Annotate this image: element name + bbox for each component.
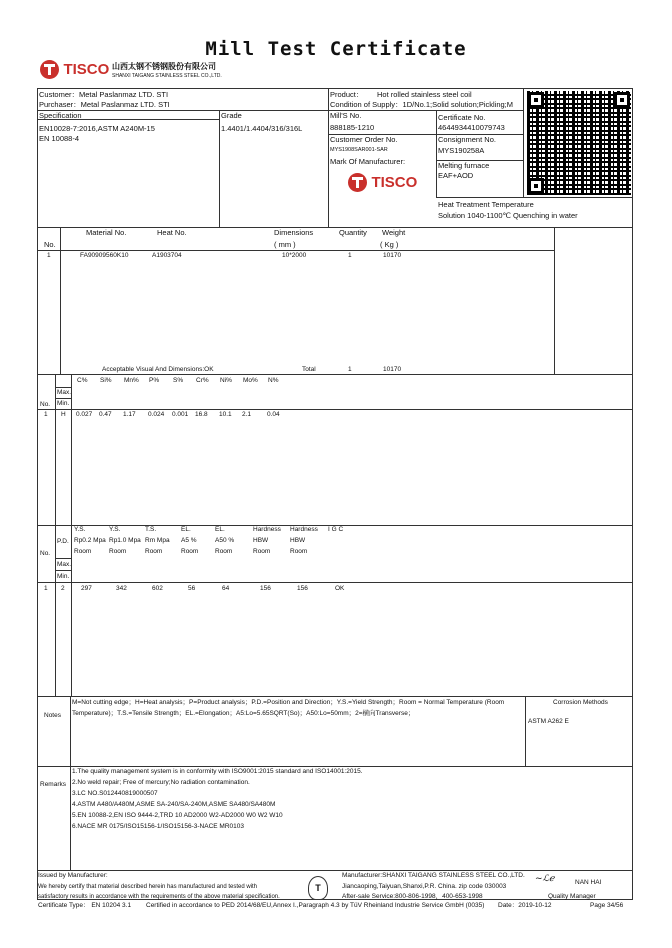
- mech-no: No.: [40, 550, 51, 557]
- tisco-logo-icon: [40, 60, 59, 79]
- dims-total-qty: 1: [348, 366, 352, 373]
- tisco-mark-icon: [348, 173, 367, 192]
- mech-header-cell: EL.: [215, 526, 225, 533]
- chem-header-cell: N%: [268, 377, 279, 384]
- melting: EAF+AOD: [438, 171, 474, 180]
- cert-no-label: Certificate No.: [438, 113, 486, 122]
- mech-header-cell: T.S.: [145, 526, 157, 533]
- mech-value-cell: 156: [260, 585, 271, 592]
- consignment-label: Consignment No.: [438, 135, 496, 144]
- chem-value-cell: 0.04: [267, 411, 280, 418]
- mech-header-cell: Room: [181, 548, 199, 555]
- grade: 1.4401/1.4404/316/316L: [221, 124, 303, 133]
- brand-name: TISCO: [63, 61, 110, 78]
- mech-header-cell: Room: [74, 548, 92, 555]
- chem-value-cell: 0.47: [99, 411, 112, 418]
- page-number: Page 34/56: [590, 902, 624, 909]
- mech-header-cell: Room: [253, 548, 271, 555]
- specification-label: Specification: [39, 111, 82, 120]
- certification-seal-icon: T: [308, 876, 328, 900]
- certify-line-2: satisfactory results in accordance with the requirements of the above material specification.: [38, 894, 280, 900]
- product: Hot rolled stainless steel coil: [377, 90, 472, 99]
- dims-header-quantity: Quantity: [339, 228, 367, 237]
- chem-no: No.: [40, 401, 51, 408]
- dims-header-unit: ( mm ): [274, 240, 296, 249]
- mech-min: Min.: [57, 573, 70, 580]
- chem-min: Min.: [57, 400, 70, 407]
- mech-header-cell: Room: [145, 548, 163, 555]
- chem-value-cell: 2.1: [242, 411, 252, 418]
- remark-line: 3.LC NO.S012440819000507: [72, 790, 158, 797]
- mech-header-cell: Room: [109, 548, 127, 555]
- page-title: Mill Test Certificate: [205, 38, 467, 60]
- mech-value-cell: OK: [335, 585, 345, 592]
- mech-header-cell: Hardness: [290, 526, 318, 533]
- manufacturer-name: Manufacturer:SHANXI TAIGANG STAINLESS STEEL CO.,LTD.: [342, 872, 525, 879]
- quality-manager: Quality Manager: [548, 893, 596, 900]
- after-sale-service: After-sale Service:800-806-1998，400-653-1998: [342, 893, 483, 900]
- chem-value-cell: 10.1: [219, 411, 232, 418]
- customer-order: MYS1908SAR001-SAR: [330, 147, 388, 153]
- mech-header-cell: Rp0.2 Mpa: [74, 537, 106, 544]
- chem-value-cell: 1.17: [123, 411, 136, 418]
- mech-header-cell: Y.S.: [109, 526, 121, 533]
- specification: EN10028-7:2016,ASTM A240M-15: [39, 124, 155, 133]
- company-cn-name: 山西太钢不锈钢股份有限公司: [112, 62, 216, 71]
- customer: Customer：Metal Paslanmaz LTD. STI: [39, 90, 169, 99]
- dims-row-no: 1: [47, 252, 51, 259]
- product-label: Product：: [330, 90, 364, 99]
- chem-value-cell: 0.027: [76, 411, 93, 418]
- mech-header-cell: Room: [215, 548, 233, 555]
- remark-line: 5.EN 10088-2,EN ISO 9444-2,TRD 10 AD2000 W2-AD2000 W0 W2 W10: [72, 812, 283, 819]
- notes-label: Notes: [44, 712, 61, 719]
- certify-line-1: We hereby certify that material described herein has manufactured and tested with: [38, 884, 258, 890]
- dims-row-dimensions: 10*2000: [282, 252, 307, 259]
- remark-line: 2.No weld repair; Free of mercury;No radiation contamination.: [72, 779, 250, 786]
- mark-label: Mark Of Manufacturer:: [330, 157, 406, 166]
- notes-line-2: Temperature)；T.S.=Tensile Strength；EL.=Elongation；A5:Lo=5.65SQRT(So)；A50:Lo=50mm；2=横向Transverse；: [72, 710, 415, 717]
- mech-header-cell: Rp1.0 Mpa: [109, 537, 141, 544]
- mech-row-no: 1: [44, 585, 48, 592]
- mech-value-cell: 297: [81, 585, 92, 592]
- mech-value-cell: 156: [297, 585, 308, 592]
- dims-header-heat: Heat No.: [157, 228, 187, 237]
- corrosion-label: Corrosion Methods: [553, 699, 608, 706]
- signature-icon: ~ℒℯ: [535, 874, 555, 884]
- remarks-label: Remarks: [40, 781, 67, 788]
- chem-header-cell: C%: [77, 377, 88, 384]
- company-logo: [40, 60, 109, 79]
- manufacturer-mark: TISCO: [348, 173, 417, 192]
- cert-no: 4644934410079743: [438, 123, 505, 132]
- signatory-name: NAN HAI: [575, 879, 602, 886]
- chem-header-cell: S%: [173, 377, 184, 384]
- customer-order-label: Customer Order No.: [330, 135, 398, 144]
- mills-no-label: Mill'S No.: [330, 111, 362, 120]
- dims-total-label: Total: [302, 366, 316, 373]
- mills-no: 888185-1210: [330, 123, 375, 132]
- dims-header-material: Material No.: [86, 228, 127, 237]
- remark-line: 4.ASTM A480/A480M,ASME SA-240/SA-240M,ASME SA480/SA480M: [72, 801, 276, 808]
- dims-total-weight: 10170: [383, 366, 402, 373]
- chem-header-cell: P%: [149, 377, 160, 384]
- grade-label: Grade: [221, 111, 242, 120]
- mech-value-cell: 602: [152, 585, 163, 592]
- mech-value-cell: 342: [116, 585, 127, 592]
- condition-of-supply: Condition of Supply：1D/No.1;Solid solution;Pickling;M: [330, 100, 514, 109]
- heat-treatment-label: Heat Treatment Temperature: [438, 200, 534, 209]
- dims-visual: Acceptable Visual And Dimensions:OK: [102, 366, 214, 373]
- dims-row-quantity: 1: [348, 252, 352, 259]
- chem-value-cell: 16.8: [195, 411, 208, 418]
- chem-header-cell: Ni%: [220, 377, 232, 384]
- manufacturer-address: Jiancaoping,Taiyuan,Shanxi,P.R. China. zip code 030003: [342, 883, 507, 890]
- dims-header-weight-unit: ( Kg ): [380, 240, 399, 249]
- chem-header-cell: Mn%: [124, 377, 139, 384]
- mech-header-cell: A50 %: [215, 537, 235, 544]
- mech-header-cell: HBW: [290, 537, 306, 544]
- mech-header-cell: Rm Mpa: [145, 537, 170, 544]
- chem-row-type: H: [61, 411, 66, 418]
- mech-header-cell: A5 %: [181, 537, 197, 544]
- issued-by: Issued by Manufacturer:: [38, 872, 108, 879]
- certified-statement: Certified in accordance to PED 2014/68/EU,Annex I.,Paragraph 4.3 by TüV Rheinland Industrie Service GmbH (0035): [146, 902, 485, 909]
- mech-value-cell: 64: [222, 585, 230, 592]
- dims-row-heat: A1903704: [152, 252, 182, 259]
- specification-2: EN 10088-4: [39, 134, 80, 143]
- mech-max: Max.: [57, 561, 72, 568]
- purchaser: Purchaser：Metal Paslanmaz LTD. STI: [39, 100, 170, 109]
- notes-line-1: M=Not cutting edge；H=Heat analysis；P=Product analysis；P.D.=Position and Direction；Y.S.=Yield Strength；Room = Normal Temperature (Room: [72, 699, 505, 706]
- dims-header-weight: Weight: [382, 228, 406, 237]
- chem-max: Max.: [57, 389, 72, 396]
- dims-header-no: No.: [44, 240, 56, 249]
- mech-value-cell: 56: [188, 585, 196, 592]
- chem-header-cell: Mo%: [243, 377, 258, 384]
- certificate-date: Date：2019-10-12: [498, 902, 552, 909]
- remark-line: 1.The quality management system is in conformity with ISO9001:2015 standard and ISO14001:2015.: [72, 768, 363, 775]
- chem-header-cell: Cr%: [196, 377, 209, 384]
- mech-row-pd: 2: [61, 585, 65, 592]
- melting-label: Melting furnace: [438, 161, 490, 170]
- heat-treatment: Solution 1040-1100℃ Quenching in water: [438, 211, 578, 220]
- chem-header-cell: Si%: [100, 377, 112, 384]
- company-en-name: SHANXI TAIGANG STAINLESS STEEL CO.,LTD.: [112, 73, 222, 79]
- corrosion-method: ASTM A262 E: [528, 718, 569, 725]
- dims-row-weight: 10170: [383, 252, 402, 259]
- mech-header-cell: I G C: [328, 526, 344, 533]
- mech-header-cell: Y.S.: [74, 526, 86, 533]
- chem-row-no: 1: [44, 411, 48, 418]
- dims-row-material: FA90909560K10: [80, 252, 129, 259]
- qr-code-icon: [527, 91, 631, 195]
- mech-header-cell: HBW: [253, 537, 269, 544]
- certificate-type: Certificate Type： EN 10204 3.1: [38, 902, 132, 909]
- mech-pd: P.D.: [57, 538, 69, 545]
- remark-line: 6.NACE MR 0175/ISO15156-1/ISO15156-3-NACE MR0103: [72, 823, 244, 830]
- consignment: MYS190258A: [438, 146, 485, 155]
- dims-header-dimensions: Dimensions: [274, 228, 314, 237]
- mech-header-cell: Room: [290, 548, 308, 555]
- mech-header-cell: Hardness: [253, 526, 281, 533]
- chem-value-cell: 0.001: [172, 411, 189, 418]
- mech-header-cell: EL.: [181, 526, 191, 533]
- chem-value-cell: 0.024: [148, 411, 165, 418]
